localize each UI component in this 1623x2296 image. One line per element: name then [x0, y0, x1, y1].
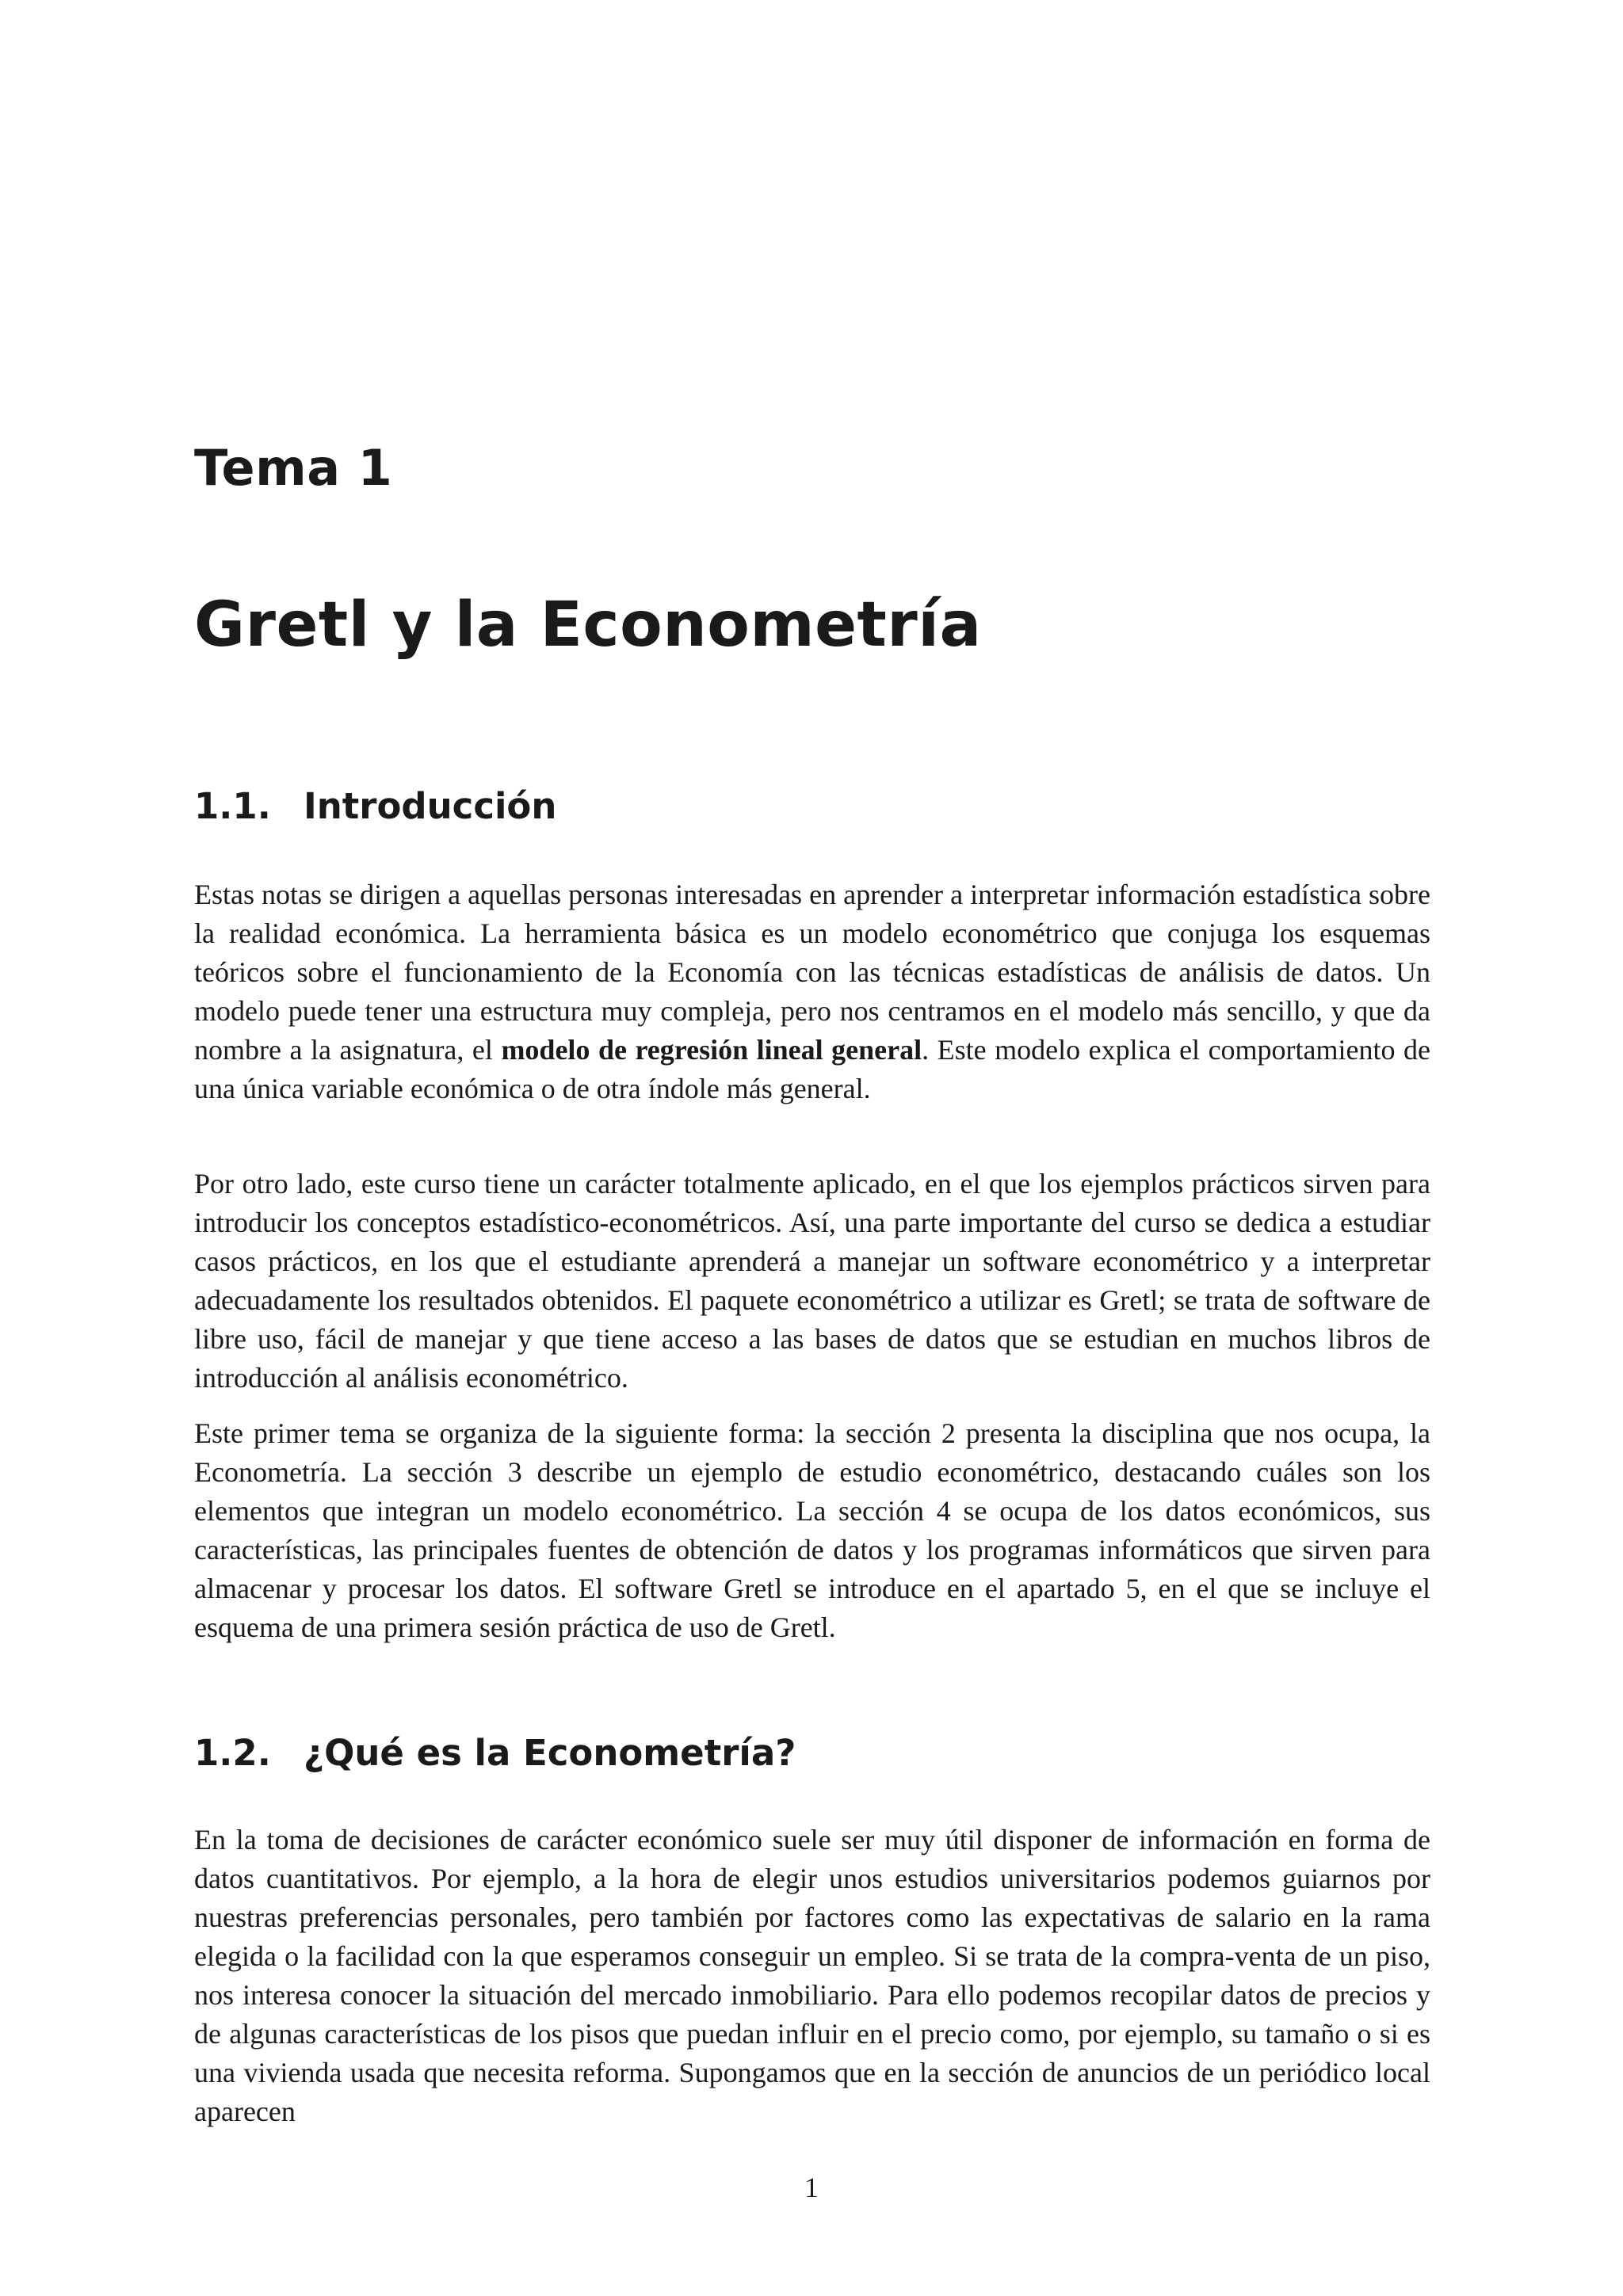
section-number: 1.2.	[194, 1732, 271, 1774]
section-title: ¿Qué es la Econometría?	[304, 1732, 796, 1774]
paragraph-text: . Este modelo explica el comportamiento de una única variable económica o de otra índole más general.	[194, 1034, 1430, 1104]
chapter-label: Tema 1	[194, 439, 393, 497]
paragraph-text: Estas notas se dirigen a aquellas personas interesadas en aprender a interpretar información estadística sobre la realidad económica. La herramienta básica es un modelo econométrico que conjuga los esquemas teóricos sobre el funcionamiento de la Economía con las técnicas estadísticas de análisis de datos. Un modelo puede tener una estructura muy compleja, pero nos centramos en el modelo más sencillo, y que da nombre a la asignatura, el	[194, 879, 1430, 1066]
page-number: 1	[804, 2172, 819, 2203]
section-number: 1.1.	[194, 785, 271, 827]
bold-term: modelo de regresión lineal general	[501, 1034, 922, 1066]
section-heading-introduccion	[194, 785, 557, 827]
section-heading-que-es-econometria	[194, 1732, 796, 1774]
paragraph-intro-1	[194, 875, 1430, 1108]
paragraph-intro-2: Por otro lado, este curso tiene un carácter totalmente aplicado, en el que los ejemplos prácticos sirven para introducir los conceptos estadístico-econométricos. Así, una parte importante del curso se dedica a estudiar casos prácticos, en los que el estudiante aprenderá a manejar un software econométrico y a interpretar adecuadamente los resultados obtenidos. El paquete econométrico a utilizar es Gretl; se trata de software de libre uso, fácil de manejar y que tiene acceso a las bases de datos que se estudian en muchos libros de introducción al análisis econométrico.	[194, 1168, 1430, 1394]
paragraph-econometria-1: En la toma de decisiones de carácter económico suele ser muy útil disponer de información en forma de datos cuantitativos. Por ejemplo, a la hora de elegir unos estudios universitarios podemos guiarnos por nuestras preferencias personales, pero también por factores como las expectativas de salario en la rama elegida o la facilidad con la que esperamos conseguir un empleo. Si se trata de la compra-venta de un piso, nos interesa conocer la situación del mercado inmobiliario. Para ello podemos recopilar datos de precios y de algunas características de los pisos que puedan influir en el precio como, por ejemplo, su tamaño o si es una vivienda usada que necesita reforma. Supongamos que en la sección de anuncios de un periódico local aparecen	[194, 1824, 1430, 2127]
paragraph-intro-3: Este primer tema se organiza de la siguiente forma: la sección 2 presenta la disciplina que nos ocupa, la Econometría. La sección 3 describe un ejemplo de estudio econométrico, destacando cuáles son los elementos que integran un modelo econométrico. La sección 4 se ocupa de los datos económicos, sus características, las principales fuentes de obtención de datos y los programas informáticos que sirven para almacenar y procesar los datos. El software Gretl se introduce en el apartado 5, en el que se incluye el esquema de una primera sesión práctica de uso de Gretl.	[194, 1417, 1430, 1643]
section-title: Introducción	[304, 785, 557, 827]
chapter-title: Gretl y la Econometría	[194, 589, 982, 661]
